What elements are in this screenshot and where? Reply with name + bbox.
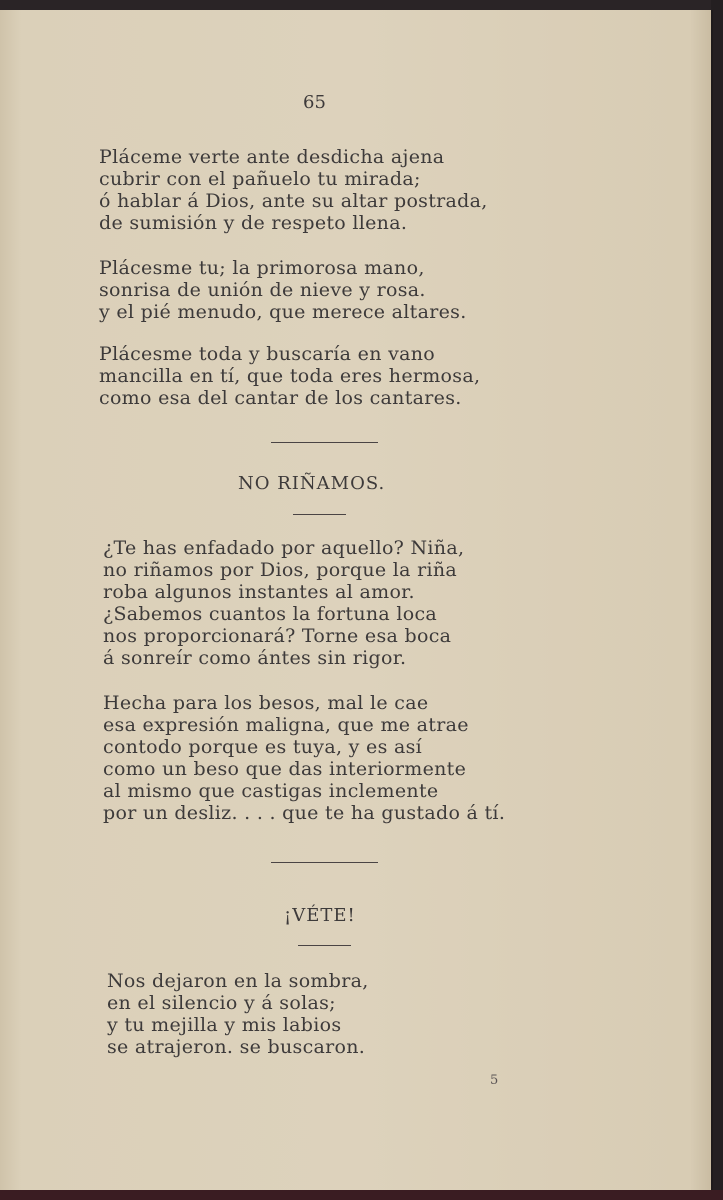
verse-line: Plácesme tu; la primorosa mano, bbox=[99, 257, 425, 279]
verse-line: ó hablar á Dios, ante su altar postrada, bbox=[99, 190, 488, 212]
poem2-stanza-2 bbox=[103, 692, 505, 824]
verse-line: contodo porque es tuya, y es así bbox=[103, 736, 423, 758]
verse-line: como esa del cantar de los cantares. bbox=[99, 387, 462, 409]
poem1-stanza-3 bbox=[99, 343, 480, 409]
verse-line: y tu mejilla y mis labios bbox=[107, 1014, 342, 1036]
verse-line: Plácesme toda y buscaría en vano bbox=[99, 343, 436, 365]
section-divider bbox=[271, 862, 378, 863]
poem1-stanza-2 bbox=[99, 257, 467, 323]
title-underline bbox=[298, 945, 351, 946]
verse-line: no riñamos por Dios, porque la riña bbox=[103, 559, 458, 581]
poem3-title: ¡VÉTE! bbox=[284, 905, 356, 926]
signature-mark: 5 bbox=[490, 1073, 499, 1088]
page-number: 65 bbox=[303, 92, 326, 113]
verse-line: sonrisa de unión de nieve y rosa. bbox=[99, 279, 426, 301]
verse-line: de sumisión y de respeto llena. bbox=[99, 212, 408, 234]
verse-line: ¿Sabemos cuantos la fortuna loca bbox=[103, 603, 438, 625]
verse-line: á sonreír como ántes sin rigor. bbox=[103, 647, 407, 669]
page-bottom-edge bbox=[0, 1190, 723, 1200]
poem2-stanza-1 bbox=[103, 537, 464, 669]
poem2-title: NO RIÑAMOS. bbox=[238, 473, 386, 494]
title-underline bbox=[293, 514, 346, 515]
verse-line: nos proporcionará? Torne esa boca bbox=[103, 625, 452, 647]
section-divider bbox=[271, 442, 378, 443]
verse-line: por un desliz. . . . que te ha gustado á tí. bbox=[103, 802, 506, 824]
verse-line: se atrajeron. se buscaron. bbox=[107, 1036, 366, 1058]
verse-line: esa expresión maligna, que me atrae bbox=[103, 714, 469, 736]
verse-line: mancilla en tí, que toda eres hermosa, bbox=[99, 365, 481, 387]
poem1-stanza-1 bbox=[99, 146, 488, 234]
verse-line: en el silencio y á solas; bbox=[107, 992, 336, 1014]
verse-line: y el pié menudo, que merece altares. bbox=[99, 301, 467, 323]
verse-line: Pláceme verte ante desdicha ajena bbox=[99, 146, 445, 168]
verse-line: al mismo que castigas inclemente bbox=[103, 780, 439, 802]
verse-line: ¿Te has enfadado por aquello? Niña, bbox=[103, 537, 465, 559]
verse-line: roba algunos instantes al amor. bbox=[103, 581, 415, 603]
verse-line: Hecha para los besos, mal le cae bbox=[103, 692, 429, 714]
poem3-stanza-1 bbox=[107, 970, 369, 1058]
verse-line: Nos dejaron en la sombra, bbox=[107, 970, 369, 992]
verse-line: cubrir con el pañuelo tu mirada; bbox=[99, 168, 421, 190]
verse-line: como un beso que das interiormente bbox=[103, 758, 467, 780]
